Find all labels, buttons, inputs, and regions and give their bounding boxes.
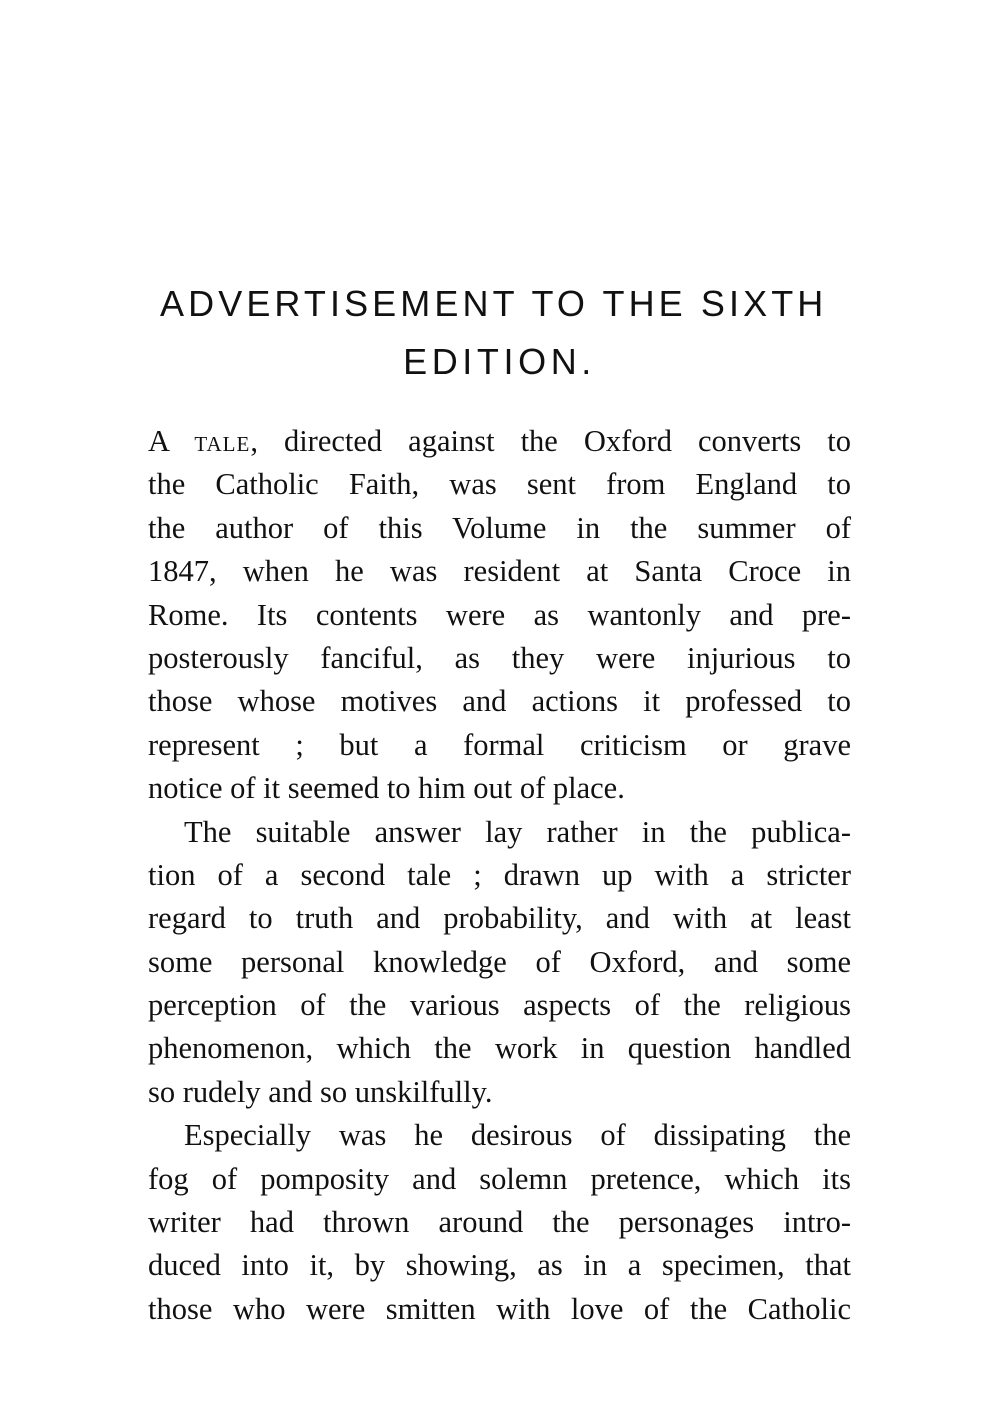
book-page: [148, 0, 851, 1419]
text-line: [148, 420, 851, 463]
paragraph-1: [148, 420, 851, 811]
paragraph-2: [148, 811, 851, 1115]
text-line: regard to truth and probability, and with at least: [148, 901, 851, 936]
text-line: those whose motives and actions it professed to: [148, 684, 851, 719]
text-line: The suitable answer lay rather in the publica-: [184, 814, 851, 849]
text-line: tion of a second tale ; drawn up with a stricter: [148, 857, 851, 892]
text-line: represent ; but a formal criticism or grave: [148, 727, 851, 762]
text-line: writer had thrown around the personages intro-: [148, 1205, 851, 1240]
paragraph-lead-smallcaps: tale: [194, 424, 251, 458]
text-line: so rudely and so unskilfully.: [148, 1074, 493, 1109]
text-line: some personal knowledge of Oxford, and some: [148, 944, 851, 979]
text-line: posterously fanciful, as they were injurious to: [148, 640, 851, 675]
body-text: [148, 420, 851, 1331]
heading-line-2: EDITION.: [403, 341, 596, 382]
text-line: notice of it seemed to him out of place.: [148, 771, 625, 806]
text-line-rest: , directed against the Oxford converts to: [250, 424, 852, 458]
paragraph-3: [148, 1114, 851, 1331]
text-line: fog of pomposity and solemn pretence, which its: [148, 1161, 851, 1196]
heading-line-1: ADVERTISEMENT TO THE SIXTH: [160, 283, 828, 324]
text-line: the Catholic Faith, was sent from England to: [148, 467, 851, 502]
paragraph-lead: A: [148, 424, 195, 458]
text-line: duced into it, by showing, as in a specimen, that: [148, 1248, 851, 1283]
text-line: 1847, when he was resident at Santa Croce in: [148, 554, 851, 589]
text-line: the author of this Volume in the summer of: [148, 510, 851, 545]
text-line: perception of the various aspects of the religious: [148, 988, 851, 1023]
text-line: those who were smitten with love of the Catholic: [148, 1291, 851, 1326]
text-line: phenomenon, which the work in question handled: [148, 1031, 851, 1066]
text-line: Especially was he desirous of dissipating the: [184, 1118, 851, 1153]
text-line: Rome. Its contents were as wantonly and pre-: [148, 597, 851, 632]
